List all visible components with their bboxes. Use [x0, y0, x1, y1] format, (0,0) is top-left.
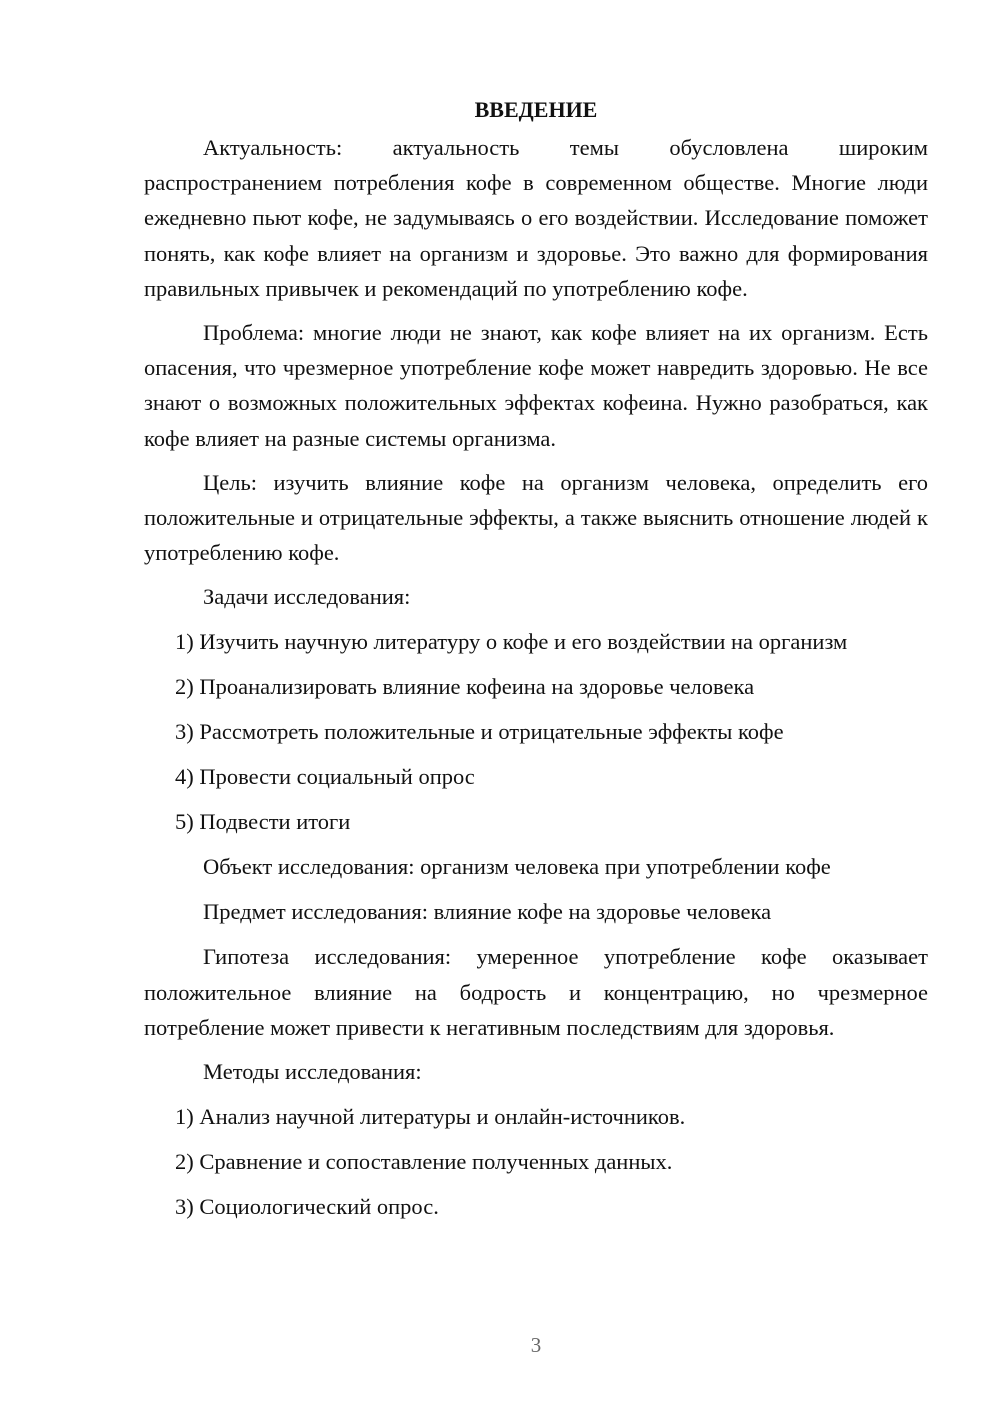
relevance-paragraph: Актуальность: актуальность темы обусловлена широким распространением потребления кофе в современном обществе. Многие люди ежедневно пьют кофе, не задумываясь о его воздействии. Исследование поможет понять, как кофе влияет на организм и здоровье. Это важно для формирования правильных привычек и рекомендаций по употреблению кофе. — [144, 135, 928, 301]
method-item: 3) Социологический опрос. — [175, 1194, 439, 1220]
research-subject: Предмет исследования: влияние кофе на здоровье человека — [203, 899, 772, 925]
task-item: 5) Подвести итоги — [175, 809, 351, 835]
hypothesis-paragraph: Гипотеза исследования: умеренное употребление кофе оказывает положительное влияние на бодрость и концентрацию, но чрезмерное потребление может привести к негативным последствиям для здоровья. — [144, 944, 928, 1040]
method-item: 2) Сравнение и сопоставление полученных данных. — [175, 1149, 673, 1175]
problem-paragraph: Проблема: многие люди не знают, как кофе влияет на их организм. Есть опасения, что чрезмерное употребление кофе может навредить здоровью. Не все знают о возможных положительных эффектах кофеина. Нужно разобраться, как кофе влияет на разные системы организма. — [144, 320, 928, 451]
page-number: 3 — [530, 1333, 542, 1357]
methods-heading: Методы исследования: — [203, 1059, 422, 1085]
goal-paragraph: Цель: изучить влияние кофе на организм человека, определить его положительные и отрицательные эффекты, а также выяснить отношение людей к употреблению кофе. — [144, 469, 928, 566]
methods-list — [144, 1099, 928, 1224]
task-item: 1) Изучить научную литературу о кофе и его воздействии на организм — [175, 629, 848, 655]
research-object: Объект исследования: организм человека при употреблении кофе — [203, 854, 831, 880]
section-title: ВВЕДЕНИЕ — [474, 97, 598, 122]
tasks-heading: Задачи исследования: — [203, 584, 411, 610]
page-content — [144, 92, 928, 1234]
task-item: 2) Проанализировать влияние кофеина на здоровье человека — [175, 674, 755, 700]
task-item: 4) Провести социальный опрос — [175, 764, 475, 790]
method-item: 1) Анализ научной литературы и онлайн-источников. — [175, 1104, 686, 1130]
task-item: 3) Рассмотреть положительные и отрицательные эффекты кофе — [175, 719, 784, 745]
tasks-list — [144, 624, 928, 839]
